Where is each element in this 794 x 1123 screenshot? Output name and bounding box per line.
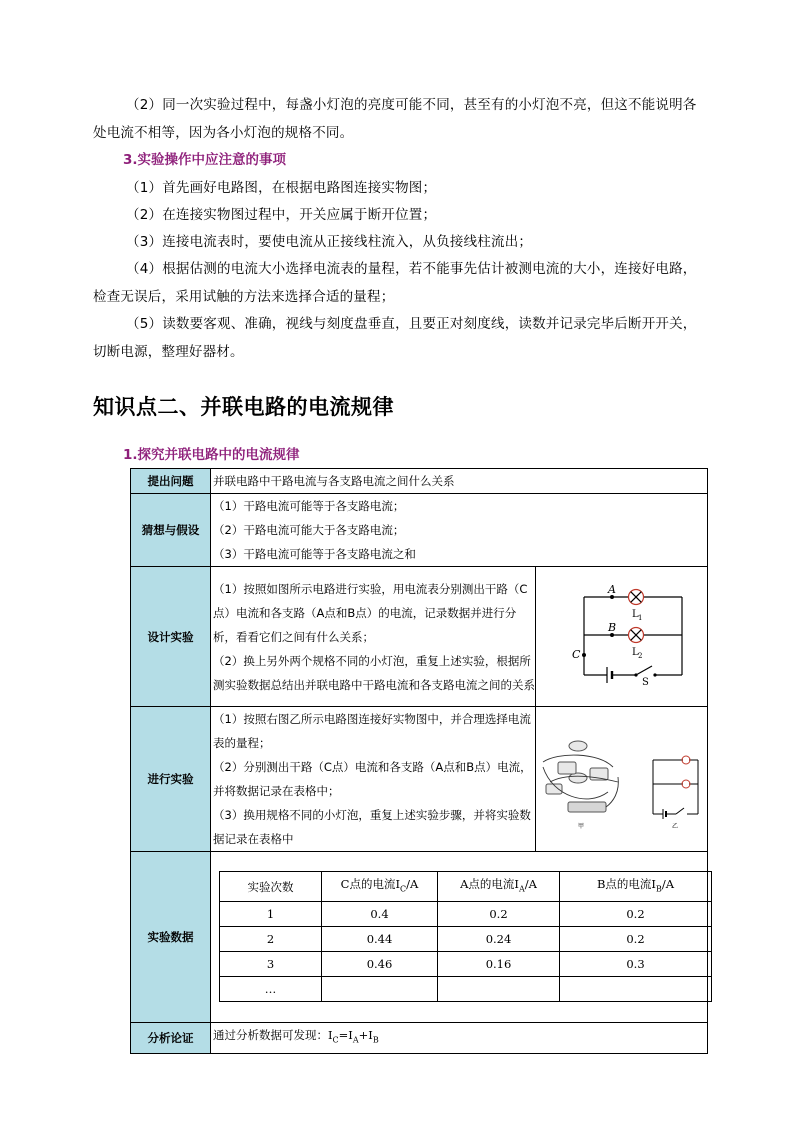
apparatus-figure-cell <box>536 707 708 852</box>
precaution-item-4: （4）根据估测的电流大小选择电流表的量程，若不能事先估计被测电流的大小，连接好电路，检查无误后，采用试触的方法来选择合适的量程； <box>93 261 697 305</box>
label-hypothesis: 猜想与假设 <box>131 494 211 567</box>
circuit-diagram-cell <box>536 567 708 707</box>
measurement-header-row <box>220 872 712 902</box>
lamp-1-sub: 1 <box>637 613 642 622</box>
header-trial: 实验次数 <box>220 872 322 902</box>
conduct-text: （1）按照右图乙所示电路图连接好实物图中，并合理选择电流表的量程； （2）分别测出干路（C点）电流和各支路（A点和B点）电流，并将数据记录在表格中； （3）换用规格不同的小灯泡，重复上述实验步骤，并将实验数据记录在表格中 <box>211 707 536 852</box>
label-question: 提出问题 <box>131 469 211 494</box>
measurement-table <box>219 871 712 1002</box>
header-current-c: C点的电流$I_C/A$ <box>322 872 438 902</box>
row-data <box>131 852 708 1023</box>
point-c-label: C <box>571 647 580 661</box>
parallel-circuit-diagram <box>552 585 692 685</box>
knowledge-point-2-heading: 知识点二、并联电路的电流规律 <box>93 395 394 419</box>
table-row: 3 0.46 0.16 0.3 <box>220 952 712 977</box>
hypothesis-line: （1）干路电流可能等于各支路电流； <box>213 499 405 513</box>
row-analysis <box>131 1023 708 1053</box>
header-current-a: A点的电流$I_A/A$ <box>438 872 560 902</box>
experiment-table <box>130 468 708 1054</box>
explore-subheading: 1.探究并联电路中的电流规律 <box>123 447 300 463</box>
current-relation-formula: $I_C=I_A+I_B$ <box>328 1028 379 1045</box>
lamp-2-sub: 2 <box>637 651 642 660</box>
label-design: 设计实验 <box>131 567 211 707</box>
label-data: 实验数据 <box>131 852 211 1023</box>
question-text: 并联电路中干路电流与各支路电流之间什么关系 <box>211 469 708 494</box>
row-conduct <box>131 707 708 852</box>
lamp-2-label: L <box>631 646 639 658</box>
precaution-item-5: （5）读数要客观、准确，视线与刻度盘垂直，且要正对刻度线，读数并记录完毕后断开开关，切断电源，整理好器材。 <box>93 316 697 360</box>
precaution-item-2: （2）在连接实物图过程中，开关应属于断开位置； <box>126 207 437 223</box>
analysis-text: 通过分析数据可发现：$I_C=I_A+I_B$ <box>211 1023 708 1053</box>
label-analysis: 分析论证 <box>131 1023 211 1053</box>
label-conduct: 进行实验 <box>131 707 211 852</box>
hypothesis-line: （2）干路电流可能大于各支路电流； <box>213 523 405 537</box>
point-b-label: B <box>607 620 616 634</box>
row-hypothesis <box>131 494 708 567</box>
table-row: 2 0.44 0.24 0.2 <box>220 927 712 952</box>
figure-jia-label: 甲 <box>577 823 584 830</box>
figure-yi-label: 乙 <box>671 823 678 830</box>
table-row: … <box>220 977 712 1002</box>
apparatus-and-circuit-figure <box>538 722 706 832</box>
hypothesis-line: （3）干路电流可能等于各支路电流之和 <box>213 547 416 561</box>
precaution-item-1: （1）首先画好电路图，在根据电路图连接实物图； <box>126 180 437 196</box>
switch-label: S <box>641 676 649 685</box>
point-a-label: A <box>607 584 616 596</box>
note-paragraph-2: （2）同一次实验过程中，每盏小灯泡的亮度可能不同，甚至有的小灯泡不亮，但这不能说明各处电流不相等，因为各小灯泡的规格不同。 <box>93 97 697 141</box>
section-3-title: 3.实验操作中应注意的事项 <box>123 152 287 168</box>
table-row: 1 0.4 0.2 0.2 <box>220 902 712 927</box>
hypothesis-list <box>211 494 708 567</box>
precaution-item-3: （3）连接电流表时，要使电流从正接线柱流入，从负接线柱流出； <box>126 234 533 250</box>
lamp-1-label: L <box>631 608 639 620</box>
data-cell <box>211 852 708 1023</box>
row-question <box>131 469 708 494</box>
design-text: （1）按照如图所示电路进行实验，用电流表分别测出干路（C点）电流和各支路（A点和B点）的电流，记录数据并进行分析，看看它们之间有什么关系； （2）换上另外两个规格不同的小灯泡，重复上述实验，根据所测实验数据总结出并联电路中干路电流和各支路电流之间的关系 <box>211 567 536 707</box>
row-design <box>131 567 708 707</box>
header-current-b: B点的电流$I_B/A$ <box>560 872 712 902</box>
